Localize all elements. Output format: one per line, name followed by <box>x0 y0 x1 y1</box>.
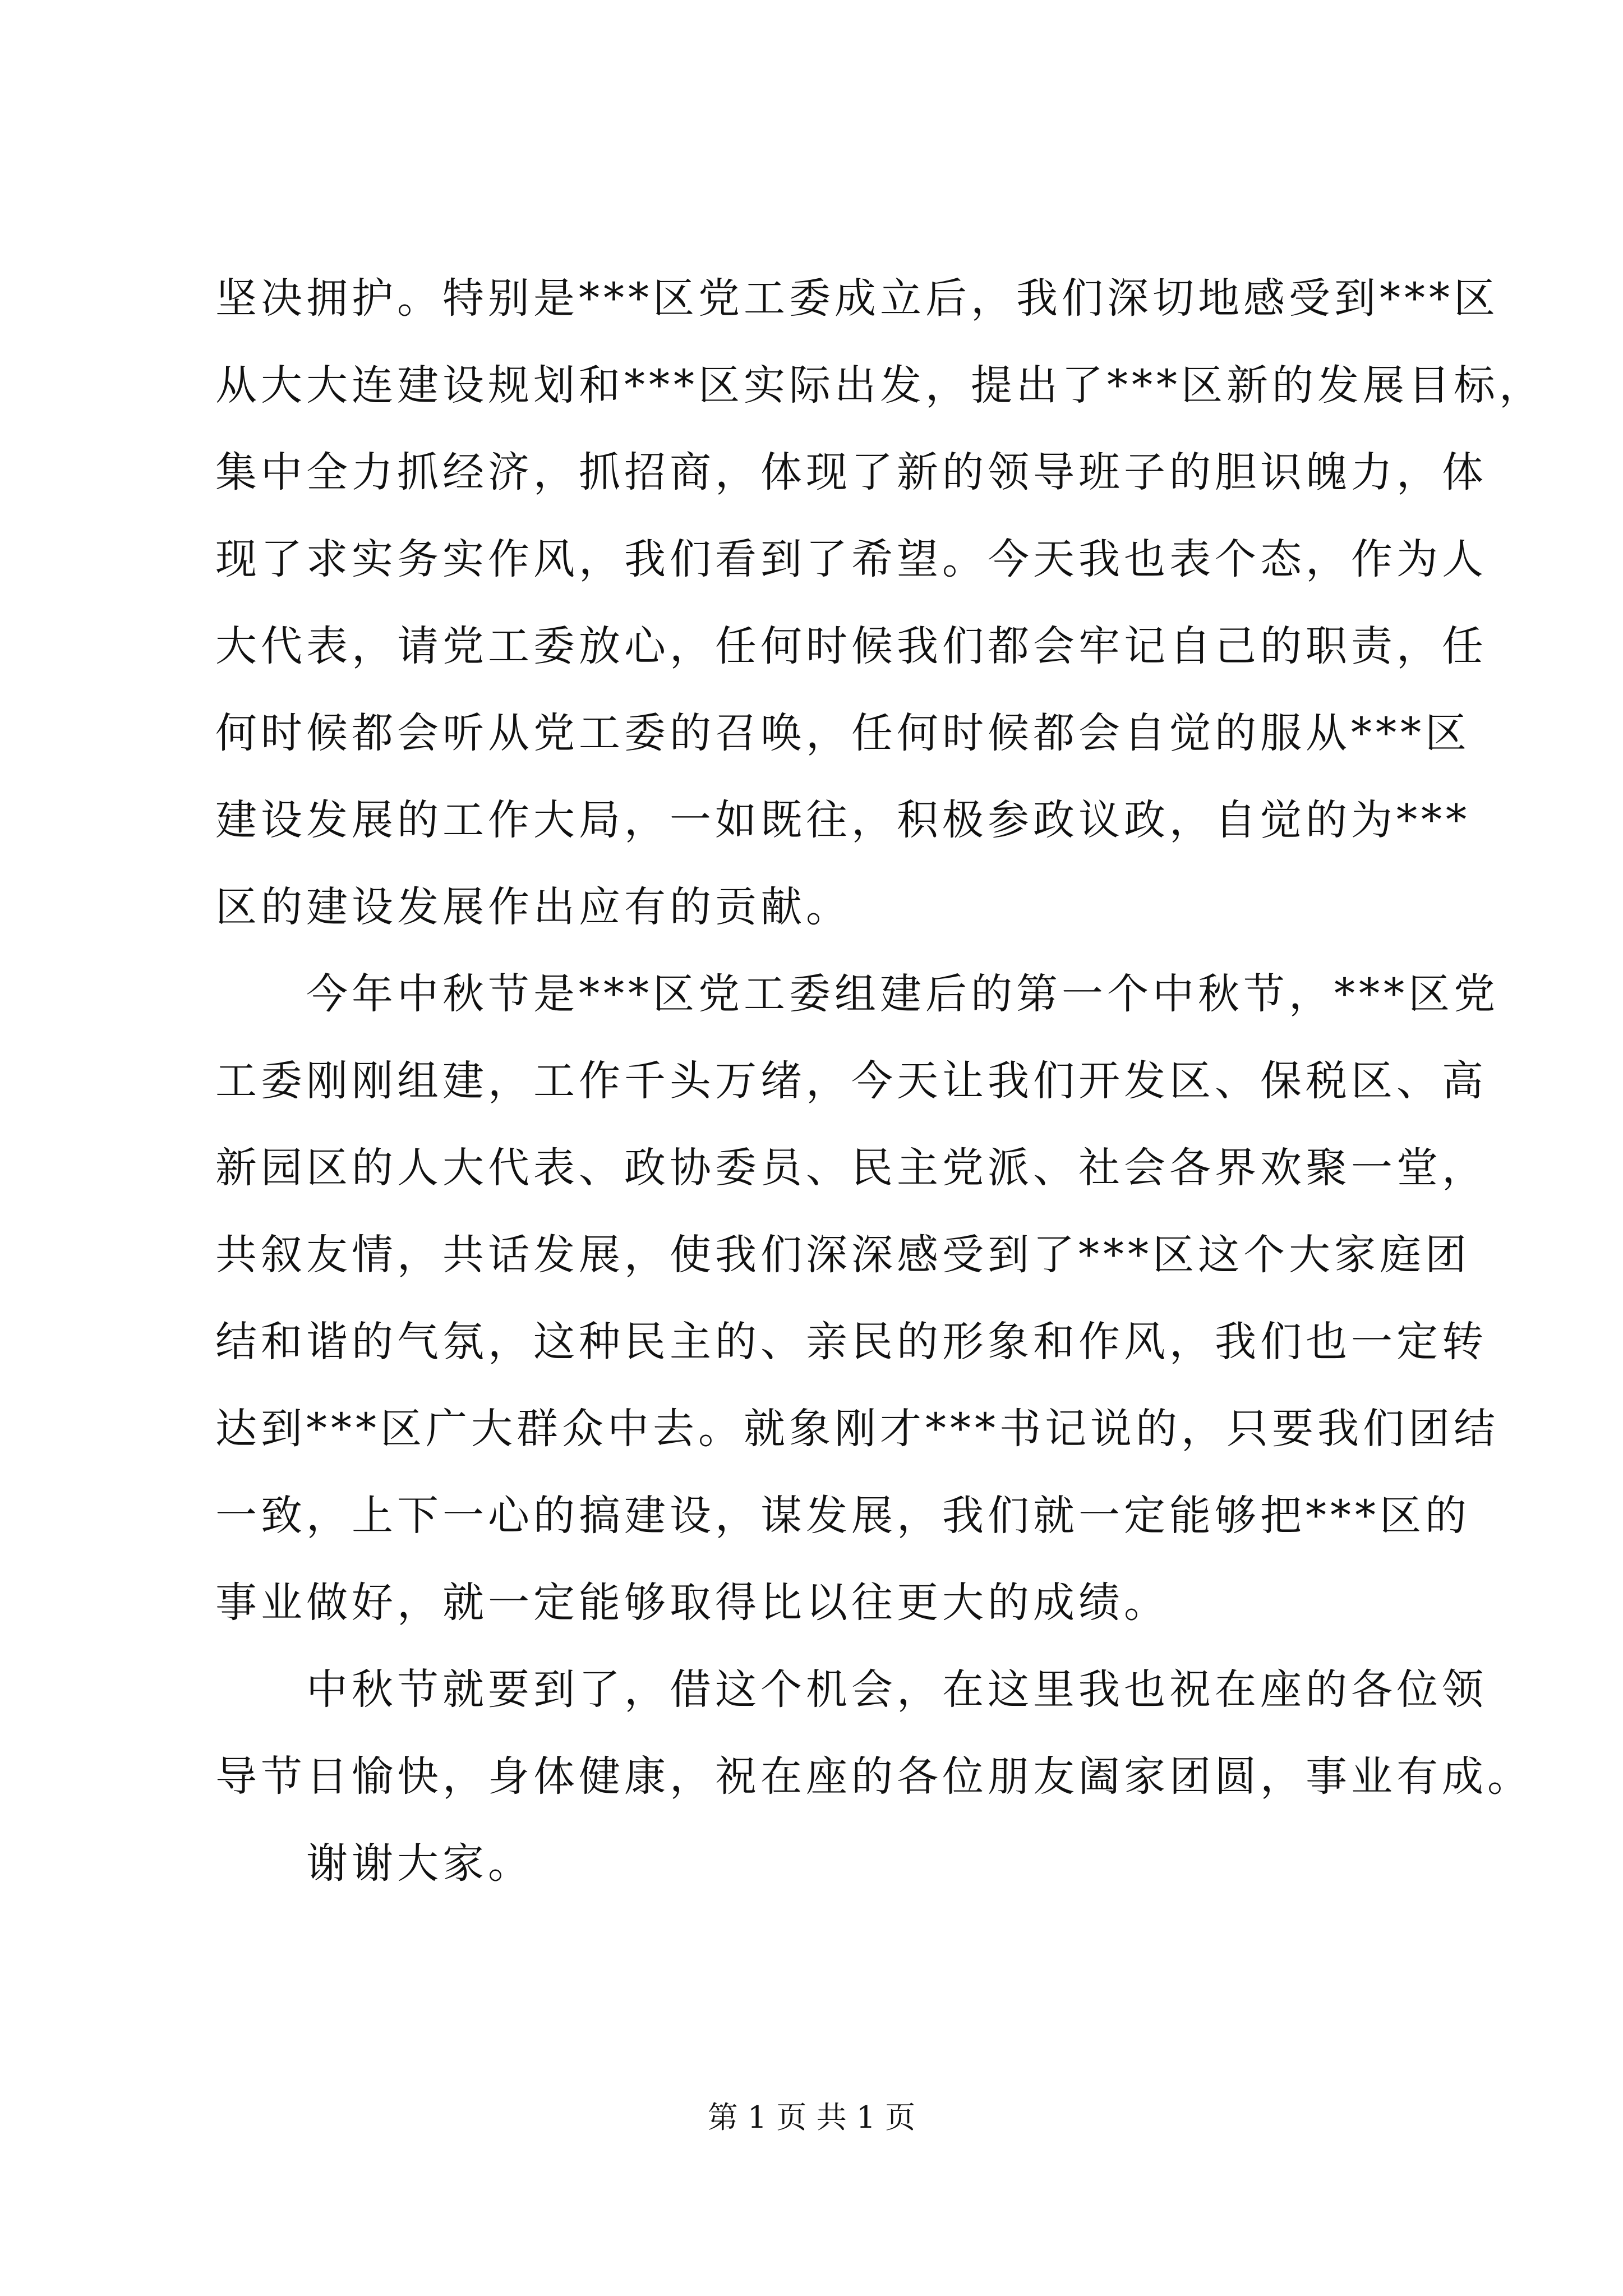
text-line: 今年中秋节是***区党工委组建后的第一个中秋节，***区党 <box>215 970 1499 1018</box>
text-line: 工委刚刚组建，工作千头万绪，今天让我们开发区、保税区、高 <box>215 1057 1487 1105</box>
text-line: 大代表，请党工委放心，任何时候我们都会牢记自己的职责，任 <box>215 622 1487 670</box>
text-line: 导节日愉快，身体健康，祝在座的各位朋友阖家团圆，事业有成。 <box>215 1752 1533 1801</box>
text-line: 结和谐的气氛，这种民主的、亲民的形象和作风，我们也一定转 <box>215 1318 1487 1366</box>
text-line: 新园区的人大代表、政协委员、民主党派、社会各界欢聚一堂， <box>215 1144 1487 1192</box>
text-line: 坚决拥护。特别是***区党工委成立后，我们深切地感受到***区 <box>215 274 1499 323</box>
text-line: 一致，上下一心的搞建设，谋发展，我们就一定能够把***区的 <box>215 1492 1470 1540</box>
text-line: 区的建设发展作出应有的贡献。 <box>215 883 851 931</box>
page-footer: 第 1 页 共 1 页 <box>707 2100 916 2135</box>
text-line: 建设发展的工作大局，一如既往，积极参政议政，自觉的为*** <box>215 796 1470 844</box>
text-line: 事业做好，就一定能够取得比以往更大的成绩。 <box>215 1579 1169 1627</box>
text-line: 共叙友情，共话发展，使我们深深感受到了***区这个大家庭团 <box>215 1231 1470 1279</box>
text-line: 集中全力抓经济，抓招商，体现了新的领导班子的胆识魄力，体 <box>215 448 1487 496</box>
document-body <box>215 255 1544 1907</box>
text-line: 达到***区广大群众中去。就象刚才***书记说的，只要我们团结 <box>215 1405 1499 1453</box>
text-line: 何时候都会听从党工委的召唤，任何时候都会自觉的服从***区 <box>215 709 1470 757</box>
text-line: 中秋节就要到了，借这个机会，在这里我也祝在座的各位领 <box>215 1665 1487 1714</box>
text-line: 现了求实务实作风，我们看到了希望。今天我也表个态，作为人 <box>215 535 1487 583</box>
text-line: 谢谢大家。 <box>215 1839 533 1888</box>
text-line: 从大大连建设规划和***区实际出发，提出了***区新的发展目标， <box>215 361 1544 409</box>
